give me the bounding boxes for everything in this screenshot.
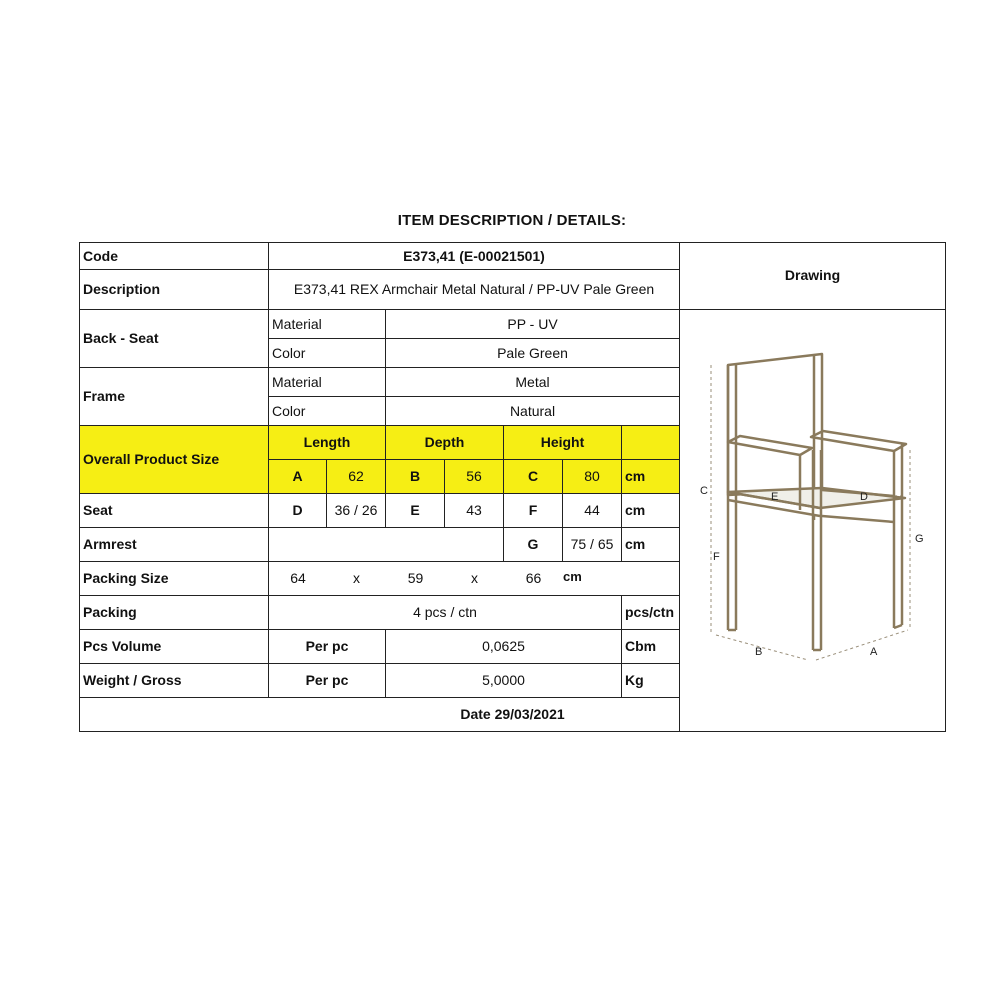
drawing-label: Drawing <box>680 243 946 310</box>
depth-label: Depth <box>386 426 504 460</box>
length-label: Length <box>269 426 386 460</box>
volume-label: Pcs Volume <box>80 630 269 664</box>
dim-d-key: D <box>269 494 327 528</box>
unit-header-blank <box>622 426 680 460</box>
packing-value: 4 pcs / ctn <box>269 596 622 630</box>
weight-label: Weight / Gross <box>80 664 269 698</box>
packing-label: Packing <box>80 596 269 630</box>
back-seat-material-label: Material <box>269 310 386 339</box>
back-seat-material-row <box>80 310 946 339</box>
description-label: Description <box>80 270 269 310</box>
dim-f-key: F <box>504 494 563 528</box>
back-seat-color-label: Color <box>269 339 386 368</box>
dim-g-value: 75 / 65 <box>563 528 622 562</box>
description-value: E373,41 REX Armchair Metal Natural / PP-UV Pale Green <box>269 270 680 310</box>
code-value: E373,41 (E-00021501) <box>269 243 680 270</box>
packing-size-values <box>269 562 680 596</box>
drawing-cell <box>680 310 946 732</box>
dim-c-value: 80 <box>563 460 622 494</box>
weight-value: 5,0000 <box>386 664 622 698</box>
volume-value: 0,0625 <box>386 630 622 664</box>
frame-material-label: Material <box>269 368 386 397</box>
details-table <box>79 242 946 732</box>
packing-width: 59 <box>407 570 424 587</box>
frame-material: Metal <box>386 368 680 397</box>
chair-drawing <box>680 310 946 698</box>
overall-size-label: Overall Product Size <box>80 426 269 494</box>
frame-color-label: Color <box>269 397 386 426</box>
packing-height: 66 <box>525 570 542 587</box>
dim-g-label: G <box>915 533 924 545</box>
dim-a-label: A <box>870 646 878 658</box>
dim-g-key: G <box>504 528 563 562</box>
dim-c-label: C <box>700 485 708 497</box>
seat-unit: cm <box>622 494 680 528</box>
frame-color: Natural <box>386 397 680 426</box>
date-value: Date 29/03/2021 <box>80 698 946 732</box>
armrest-blank <box>269 528 504 562</box>
page-title: ITEM DESCRIPTION / DETAILS: <box>397 212 627 229</box>
overall-unit: cm <box>622 460 680 494</box>
dim-a-key: A <box>269 460 327 494</box>
volume-unit: Cbm <box>622 630 680 664</box>
weight-unit: Kg <box>622 664 680 698</box>
code-row <box>80 243 946 270</box>
dim-b-key: B <box>386 460 445 494</box>
dim-c-key: C <box>504 460 563 494</box>
packing-length: 64 <box>290 570 306 587</box>
dim-f-label: F <box>713 551 720 563</box>
packing-unit: pcs/ctn <box>622 596 680 630</box>
code-label: Code <box>80 243 269 270</box>
packing-size-unit: cm <box>563 569 582 585</box>
armrest-label: Armrest <box>80 528 269 562</box>
seat-label: Seat <box>80 494 269 528</box>
dim-e-key: E <box>386 494 445 528</box>
dim-a-value: 62 <box>327 460 386 494</box>
frame-label: Frame <box>80 368 269 426</box>
dim-d-value: 36 / 26 <box>327 494 386 528</box>
height-label: Height <box>504 426 622 460</box>
back-seat-label: Back - Seat <box>80 310 269 368</box>
weight-per: Per pc <box>269 664 386 698</box>
armrest-unit: cm <box>622 528 680 562</box>
dim-f-value: 44 <box>563 494 622 528</box>
dim-b-label: B <box>755 646 763 658</box>
dim-e-label: E <box>771 491 779 503</box>
dim-d-label: D <box>860 491 868 503</box>
dim-e-value: 43 <box>445 494 504 528</box>
packing-size-label: Packing Size <box>80 562 269 596</box>
packing-x-2: x <box>471 570 478 587</box>
volume-per: Per pc <box>269 630 386 664</box>
back-seat-material: PP - UV <box>386 310 680 339</box>
packing-x-1: x <box>353 570 360 587</box>
dim-b-value: 56 <box>445 460 504 494</box>
back-seat-color: Pale Green <box>386 339 680 368</box>
